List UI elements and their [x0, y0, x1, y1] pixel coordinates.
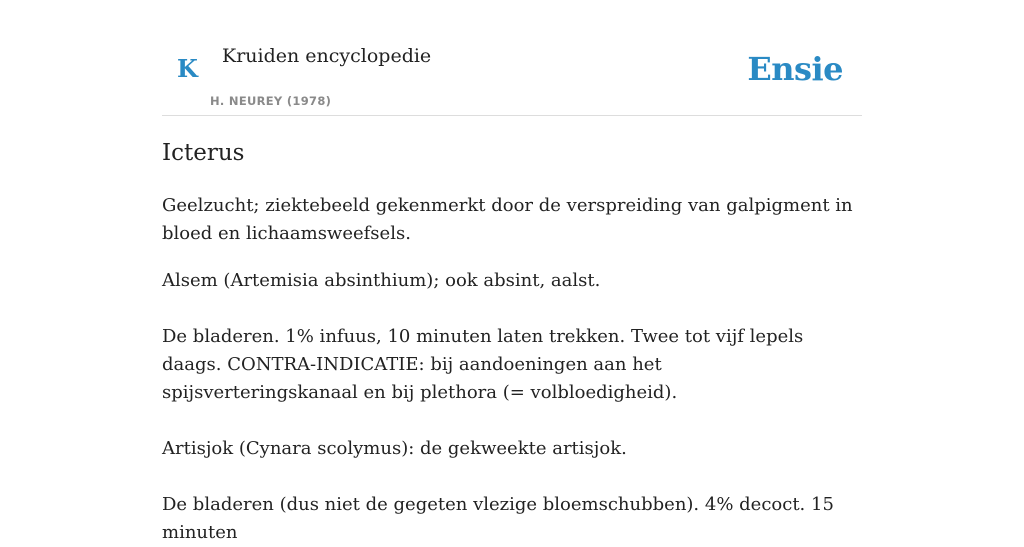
entry-definition: Geelzucht; ziektebeeld gekenmerkt door de verspreiding van galpigment in bloed en lichaamsweefsels. — [162, 195, 853, 244]
page — [162, 0, 862, 543]
book-logo[interactable]: K — [177, 54, 198, 83]
entry-content — [162, 192, 862, 547]
entry-body: Alsem (Artemisia absinthium); ook absint, aalst. De bladeren. 1% infuus, 10 minuten laten trekken. Twee tot vijf lepels daags. CONTRA-INDICATIE: bij aandoeningen aan het spijsverteringskanaal en bij plethora (= volbloedigheid). Artisjok (Cynara scolymus): de gekweekte artisjok. De bladeren (dus niet de gegeten vlezige bloemschubben). 4% decoct. 15 minuten — [162, 270, 834, 543]
book-title-link[interactable]: Kruiden encyclopedie — [222, 45, 432, 67]
header — [162, 0, 862, 116]
ensie-logo[interactable]: Ensie — [747, 50, 843, 88]
entry-title: Icterus — [162, 140, 245, 166]
book-author: H. NEUREY (1978) — [210, 94, 332, 108]
